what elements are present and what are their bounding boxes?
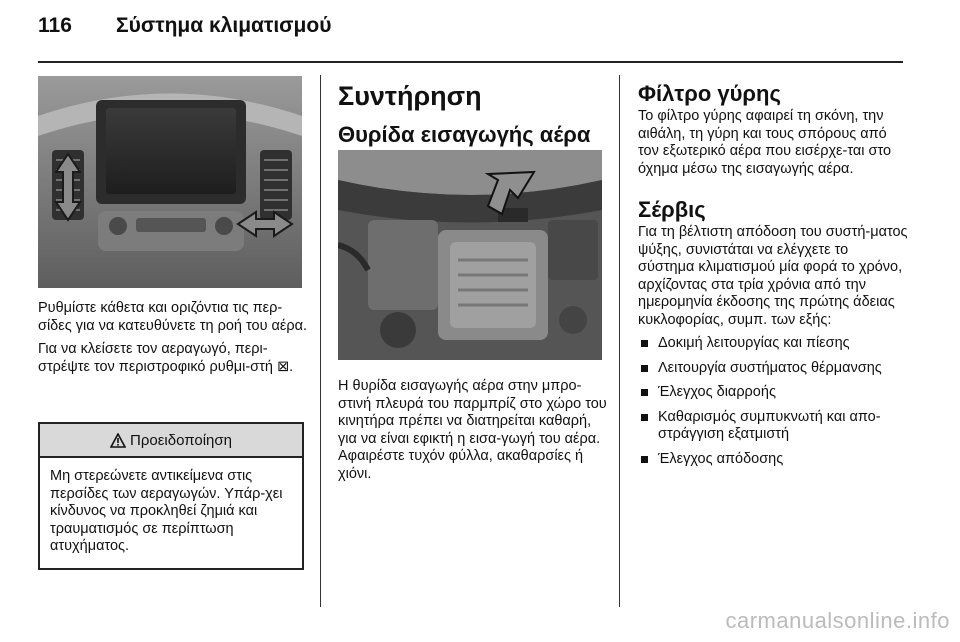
page-number: 116 bbox=[38, 14, 72, 37]
bullet-icon bbox=[641, 389, 648, 396]
air-intake-text: Η θυρίδα εισαγωγής αέρα στην μπρο-στινή πλευρά του παρμπρίζ στο χώρο του κινητήρα πρέπει να διατηρείται καθαρή, για να είναι εφικτή η εισα-γωγή του αέρα. Αφαιρέστε τυχόν φύλλα, ακαθαρσίες ή χιόνι. bbox=[338, 378, 607, 482]
air-intake-heading: Θυρίδα εισαγωγής αέρα bbox=[338, 122, 591, 147]
maintenance-heading: Συντήρηση bbox=[338, 81, 482, 111]
bullet-icon bbox=[641, 456, 648, 463]
bullet-icon bbox=[641, 340, 648, 347]
list-item: Έλεγχος διαρροής bbox=[638, 384, 908, 402]
page-header bbox=[38, 14, 331, 44]
service-heading: Σέρβις bbox=[638, 197, 706, 222]
warning-text: Μη στερεώνετε αντικείμενα στις περσίδες των αεραγωγών. Υπάρ-χει κίνδυνος να προκληθεί ζημιά και τραυματισμός σε περίπτωση ατυχήματος. bbox=[50, 468, 283, 554]
page-title: Σύστημα κλιματισμού bbox=[116, 14, 332, 37]
left-column-text bbox=[38, 300, 308, 382]
list-item: Καθαρισμός συμπυκνωτή και απο-στράγγιση εξατμιστή bbox=[638, 409, 908, 444]
header-rule bbox=[38, 61, 903, 63]
warning-box bbox=[38, 422, 304, 570]
warning-title: Προειδοποίηση bbox=[130, 431, 232, 449]
vent-close-text: Για να κλείσετε τον αεραγωγό, περι-στρέψτε τον περιστροφικό ρυθμι-στή ⊠. bbox=[38, 341, 294, 375]
dashboard-vents-illustration bbox=[38, 76, 302, 288]
warning-triangle-icon bbox=[110, 433, 126, 448]
bullet-icon bbox=[641, 414, 648, 421]
bullet-icon bbox=[641, 365, 648, 372]
pollen-filter-heading: Φίλτρο γύρης bbox=[638, 81, 781, 106]
dashboard-vents-photo bbox=[38, 76, 302, 288]
service-text: Για τη βέλτιστη απόδοση του συστή-ματος ψύξης, συνιστάται να ελέγχετε το σύστημα κλιματισμού μία φορά το χρόνο, αρχίζοντας στα τρία χρόνια από την ημερομηνία έκδοσης της πρώτης άδειας κυκλοφορίας, συμπ. των εξής: bbox=[638, 224, 908, 328]
column-divider-1 bbox=[320, 75, 321, 607]
column-divider-2 bbox=[619, 75, 620, 607]
list-item: Έλεγχος απόδοσης bbox=[638, 451, 908, 469]
warning-header bbox=[40, 424, 302, 458]
engine-bay-photo bbox=[338, 150, 602, 360]
pollen-filter-text: Το φίλτρο γύρης αφαιρεί τη σκόνη, την αιθάλη, τη γύρη και τους σπόρους από τον εξωτερικό αέρα που εισέρχε-ται στο όχημα μέσω της εισαγωγής αέρα. bbox=[638, 108, 892, 177]
right-column bbox=[638, 80, 908, 475]
middle-column-headings bbox=[338, 80, 608, 149]
engine-bay-illustration bbox=[338, 150, 602, 360]
list-item: Λειτουργία συστήματος θέρμανσης bbox=[638, 360, 908, 378]
list-item: Δοκιμή λειτουργίας και πίεσης bbox=[638, 335, 908, 353]
vent-adjust-text: Ρυθμίστε κάθετα και οριζόντια τις περ-σίδες για να κατευθύνετε τη ροή του αέρα. bbox=[38, 300, 308, 334]
service-checklist bbox=[638, 335, 908, 468]
watermark: carmanualsonline.info bbox=[725, 608, 950, 633]
